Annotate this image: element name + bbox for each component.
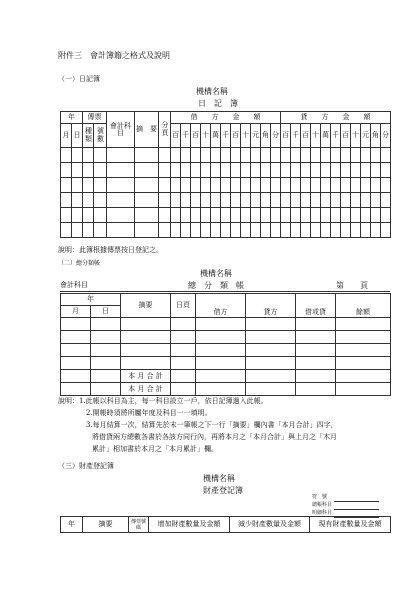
property-section-heading: （三）財產登記簿 <box>58 462 114 470</box>
journal-digit: 百 <box>281 124 291 148</box>
ledger-header-year: 年 <box>61 294 121 306</box>
property-meta-general: 總帳科目 <box>312 502 333 508</box>
property-book-title: 財產登記簿 <box>203 486 243 495</box>
journal-digit: 元 <box>361 124 371 148</box>
ledger-note-2: 2.開帳時須將所屬年度及科目一一填明。 <box>86 409 212 417</box>
property-org-name: 機構名稱 <box>203 474 235 483</box>
ledger-account-label: 會計科目 <box>60 281 88 289</box>
ledger-header-credit: 貸方 <box>246 294 296 318</box>
journal-header-summary: 摘 要 <box>135 112 159 148</box>
journal-book-title: 日 記 簿 <box>198 99 238 108</box>
ledger-row <box>61 344 391 357</box>
journal-note: 說明：此簿根據傳票按日登記之。 <box>58 246 163 254</box>
page-title: 附件三 會計簿籍之格式及說明 <box>58 51 170 60</box>
journal-digit: 萬 <box>211 124 221 148</box>
journal-org-name: 機構名稱 <box>196 87 228 96</box>
journal-header-type: 種類 <box>84 126 93 143</box>
property-header-year: 年 <box>61 517 83 533</box>
ledger-note-4: 將借貸兩方總數各書於各該方同行內，再將本月之「本月合計」與上月之「木月 <box>92 433 337 441</box>
ledger-header-debit: 借方 <box>196 294 246 318</box>
ledger-title-rule <box>60 291 390 292</box>
journal-header-debit: 借 方 金 額 <box>171 112 281 124</box>
journal-row <box>61 148 391 163</box>
ledger-note-5: 累計」相加書於本月之「本月累計」欄。 <box>92 445 218 453</box>
journal-digit: 萬 <box>321 124 331 148</box>
journal-digit: 百 <box>171 124 181 148</box>
property-header-decrease: 減少財產數量及金額 <box>230 517 310 533</box>
journal-row <box>61 178 391 193</box>
journal-row <box>61 223 391 238</box>
ledger-row-month-total: 本 月 合 計 <box>121 370 171 383</box>
property-header-increase: 增加財產數量及金額 <box>149 517 230 533</box>
journal-digit: 角 <box>371 124 381 148</box>
ledger-row <box>61 357 391 370</box>
journal-header-credit: 貸 方 金 額 <box>281 112 391 124</box>
journal-row <box>61 163 391 178</box>
ledger-section-heading: （二）總分類帳 <box>58 260 101 267</box>
property-meta-detail: 明細科目 <box>312 510 333 516</box>
journal-table <box>60 111 391 238</box>
property-meta-symbol: 符 號 <box>312 494 328 500</box>
journal-header-year: 年 <box>61 112 83 124</box>
journal-digit: 分 <box>271 124 281 148</box>
ledger-header-dc: 借或貸 <box>296 294 336 318</box>
ledger-table <box>60 293 391 396</box>
journal-header-page: 分頁 <box>161 120 169 137</box>
ledger-row-cumulative: 本 月 合 計 <box>121 383 171 396</box>
journal-header-month: 月 <box>61 124 72 148</box>
journal-digit: 十 <box>241 124 251 148</box>
journal-digit: 角 <box>261 124 271 148</box>
ledger-row <box>61 331 391 344</box>
journal-digit: 千 <box>221 124 231 148</box>
ledger-note-1: 說明：1.此帳以科目為主，每一科目設立一戶，依日記簿過入此帳。 <box>58 397 268 405</box>
journal-digit: 千 <box>331 124 341 148</box>
ledger-page-label: 第 頁 <box>336 281 368 290</box>
property-header-voucher: 傳票號碼 <box>129 517 149 533</box>
property-header-current: 現有財產數量及金額 <box>310 517 391 533</box>
property-meta-general-line <box>334 509 379 510</box>
journal-section-heading: （一）日記簿 <box>58 75 100 83</box>
ledger-header-month: 月 <box>61 306 91 318</box>
journal-digit: 百 <box>301 124 311 148</box>
ledger-org-name: 機構名稱 <box>200 269 232 278</box>
journal-header-voucher: 傳票 <box>83 112 107 124</box>
journal-row <box>61 208 391 223</box>
journal-header-day: 日 <box>72 124 83 148</box>
journal-digit: 分 <box>381 124 391 148</box>
ledger-row <box>61 318 391 331</box>
ledger-header-page: 日頁 <box>171 294 196 318</box>
journal-header-account: 會計科目 <box>107 112 135 148</box>
journal-digit: 十 <box>201 124 211 148</box>
ledger-header-balance: 餘額 <box>336 294 391 318</box>
property-header-summary: 摘要 <box>83 517 129 533</box>
ledger-book-title: 總 分 類 帳 <box>188 281 244 290</box>
ledger-header-day: 日 <box>91 306 121 318</box>
property-meta-symbol-line <box>334 501 379 502</box>
journal-row <box>61 193 391 208</box>
journal-digit: 千 <box>181 124 191 148</box>
journal-header-number: 號數 <box>96 126 105 143</box>
journal-digit: 百 <box>341 124 351 148</box>
journal-digit: 千 <box>291 124 301 148</box>
ledger-note-3: 3.每月結算一次，結算先於末一筆帳之下一行「摘要」欄內書「本月合計」四字， <box>86 421 338 429</box>
journal-digit: 百 <box>231 124 241 148</box>
ledger-header-summary: 摘要 <box>121 294 171 318</box>
journal-digit: 十 <box>351 124 361 148</box>
journal-digit: 十 <box>311 124 321 148</box>
journal-digit: 元 <box>251 124 261 148</box>
journal-digit: 百 <box>191 124 201 148</box>
property-table <box>60 516 391 533</box>
